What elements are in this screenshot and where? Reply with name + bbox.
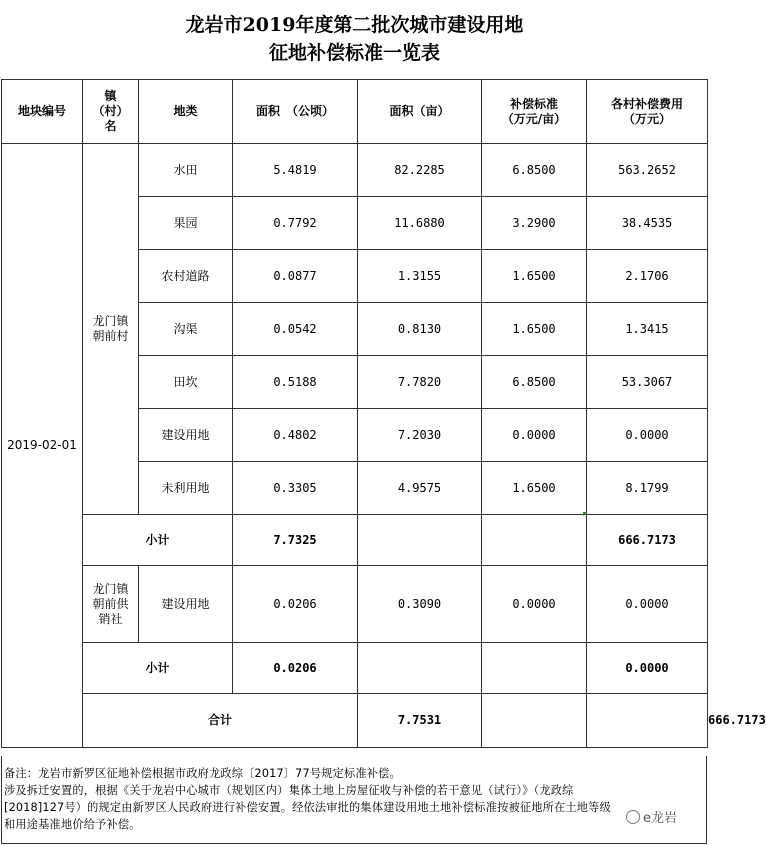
- subtotal-row: [2, 643, 708, 694]
- village-name: [83, 144, 139, 515]
- village-name-line2: 朝前村: [92, 329, 129, 343]
- land-type-cell: 农村道路: [139, 250, 233, 303]
- empty-cell: [482, 643, 587, 694]
- area-ha-cell: 0.3305: [233, 462, 358, 515]
- fee-cell: 2.1706: [587, 250, 708, 303]
- plot-number: 2019-02-01: [2, 144, 83, 748]
- land-type-cell: 沟渠: [139, 303, 233, 356]
- header-area-mu: 面积（亩）: [358, 80, 482, 144]
- footnote-line4: 和用途基准地价给予补偿。: [4, 818, 141, 831]
- header-standard: [482, 80, 587, 144]
- fee-cell: 0.0000: [587, 566, 708, 643]
- page-title: 龙岩市2019年度第二批次城市建设用地: [185, 14, 524, 36]
- area-mu-cell: 4.9575: [358, 462, 482, 515]
- subtotal-fee: 666.7173: [587, 515, 708, 566]
- standard-cell: 1.6500: [482, 250, 587, 303]
- empty-cell: [482, 515, 587, 566]
- subtotal-area-ha: 7.7325: [233, 515, 358, 566]
- header-area-ha: 面积 （公顷）: [233, 80, 358, 144]
- table-row: [2, 144, 708, 197]
- village-name: [83, 566, 139, 643]
- footnote-line3: [2018]127号）的规定由新罗区人民政府进行补偿安置。经依法审批的集体建设用地土地补偿标准按被征地所在土地等级: [4, 801, 611, 814]
- area-ha-cell: 5.4819: [233, 144, 358, 197]
- area-mu-cell: 1.3155: [358, 250, 482, 303]
- header-land-type: 地类: [139, 80, 233, 144]
- land-type-cell: 水田: [139, 144, 233, 197]
- header-standard-line1: 补偿标准: [509, 96, 558, 111]
- area-ha-cell: 0.0542: [233, 303, 358, 356]
- land-type-cell: 田坎: [139, 356, 233, 409]
- header-town-line3: 名: [104, 119, 117, 133]
- area-ha-cell: 0.4802: [233, 409, 358, 462]
- header-standard-line2: （万元/亩）: [501, 111, 567, 126]
- area-mu-cell: 11.6880: [358, 197, 482, 250]
- cell-marker: [583, 512, 587, 516]
- subtotal-fee: 0.0000: [587, 643, 708, 694]
- subtotal-label: 小计: [83, 643, 233, 694]
- village-name-line3: 销社: [98, 611, 123, 626]
- area-mu-cell: 0.3090: [358, 566, 482, 643]
- fee-cell: 0.0000: [587, 409, 708, 462]
- wechat-icon: [626, 810, 640, 824]
- area-mu-cell: 7.7820: [358, 356, 482, 409]
- header-fee: [587, 80, 708, 144]
- header-town-line2: （村）: [92, 104, 129, 118]
- standard-cell: 0.0000: [482, 566, 587, 643]
- standard-cell: 0.0000: [482, 409, 587, 462]
- area-mu-cell: 7.2030: [358, 409, 482, 462]
- land-type-cell: 果园: [139, 197, 233, 250]
- page-subtitle: 征地补偿标准一览表: [268, 42, 440, 64]
- land-type-cell: 建设用地: [139, 409, 233, 462]
- fee-cell: 8.1799: [587, 462, 708, 515]
- land-type-cell: 未利用地: [139, 462, 233, 515]
- area-mu-cell: 82.2285: [358, 144, 482, 197]
- area-ha-cell: 0.5188: [233, 356, 358, 409]
- standard-cell: 6.8500: [482, 144, 587, 197]
- header-row: [2, 80, 708, 144]
- table-row: [2, 566, 708, 643]
- standard-cell: 1.6500: [482, 462, 587, 515]
- header-town: [83, 80, 139, 144]
- header-town-line1: 镇: [104, 89, 117, 103]
- total-area-ha: 7.7531: [358, 694, 482, 748]
- fee-cell: 53.3067: [587, 356, 708, 409]
- village-name-line1: 龙门镇: [92, 314, 129, 328]
- fee-cell: 1.3415: [587, 303, 708, 356]
- village-name-line2: 朝前供: [92, 596, 129, 611]
- header-fee-line2: （万元）: [622, 111, 671, 126]
- empty-cell: [358, 643, 482, 694]
- header-plot-no: 地块编号: [2, 80, 83, 144]
- header-fee-line1: 各村补偿费用: [610, 96, 683, 111]
- subtotal-row: [2, 515, 708, 566]
- subtotal-area-ha: 0.0206: [233, 643, 358, 694]
- area-ha-cell: 0.0206: [233, 566, 358, 643]
- standard-cell: 1.6500: [482, 303, 587, 356]
- land-type-cell: 建设用地: [139, 566, 233, 643]
- village-name-line1: 龙门镇: [92, 581, 129, 596]
- watermark-text: e龙岩: [643, 811, 677, 826]
- footnote-line2: 涉及拆迁安置的，根据《关于龙岩中心城市（规划区内）集体土地上房屋征收与补偿的若干意见（试行）》（龙政综: [4, 784, 574, 797]
- standard-cell: 6.8500: [482, 356, 587, 409]
- area-ha-cell: 0.0877: [233, 250, 358, 303]
- total-label: 合计: [83, 694, 358, 748]
- watermark: [624, 807, 679, 826]
- total-row: 合计 7.7531 666.7173: [2, 694, 708, 748]
- empty-cell: [482, 694, 587, 748]
- subtotal-label: 小计: [83, 515, 233, 566]
- empty-cell: [587, 694, 708, 748]
- area-ha-cell: 0.7792: [233, 197, 358, 250]
- fee-cell: 563.2652: [587, 144, 708, 197]
- standard-cell: 3.2900: [482, 197, 587, 250]
- empty-cell: [358, 515, 482, 566]
- fee-cell: 38.4535: [587, 197, 708, 250]
- area-mu-cell: 0.8130: [358, 303, 482, 356]
- footnote: [1, 756, 707, 844]
- compensation-table: [1, 79, 766, 748]
- footnote-line1: 备注：龙岩市新罗区征地补偿根据市政府龙政综〔2017〕77号规定标准补偿。: [4, 767, 401, 780]
